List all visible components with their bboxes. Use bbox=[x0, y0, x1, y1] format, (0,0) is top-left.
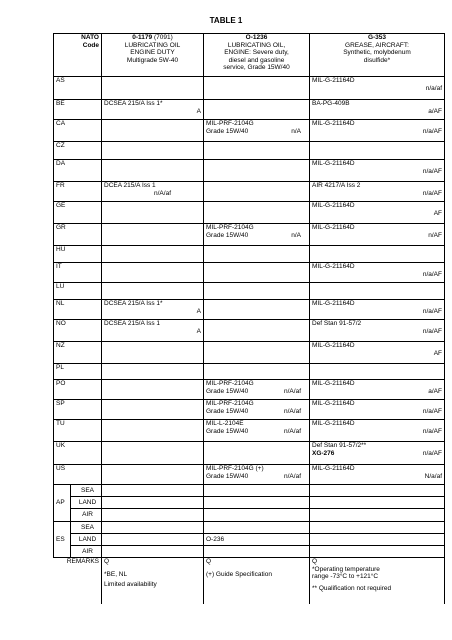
cell-0-1179 bbox=[102, 533, 204, 545]
cell-g-353 bbox=[310, 142, 445, 160]
group-code: ES SEA LAND AIR bbox=[54, 521, 102, 558]
cell-o-1236 bbox=[204, 521, 310, 533]
table-row bbox=[54, 120, 445, 142]
table-row bbox=[54, 224, 445, 246]
country-code: AS bbox=[54, 77, 102, 100]
group-code: AP SEA LAND AIR bbox=[54, 485, 102, 522]
cell-0-1179 bbox=[102, 521, 204, 533]
cell-0-1179 bbox=[102, 120, 204, 142]
country-code: BE bbox=[54, 100, 102, 120]
table-row bbox=[54, 342, 445, 364]
cell-0-1179 bbox=[102, 202, 204, 224]
cell-0-1179 bbox=[102, 497, 204, 509]
cell-g-353: MIL-G-21164D n/a/AF bbox=[310, 160, 445, 182]
cell-o-1236: MIL-PRF-2104G (+) Grade 15W/40 n/A/af bbox=[204, 465, 310, 485]
cell-o-1236 bbox=[204, 320, 310, 342]
cell-0-1179 bbox=[102, 283, 204, 300]
cell-g-353: MIL-G-21164D a/AF bbox=[310, 380, 445, 400]
cell-g-353: BA-PG-409B a/AF bbox=[310, 100, 445, 120]
cell-g-353 bbox=[310, 283, 445, 300]
cell-0-1179 bbox=[102, 400, 204, 420]
cell-o-1236: MIL-PRF-2104G Grade 15W/40 n/A bbox=[204, 120, 310, 142]
cell-0-1179 bbox=[102, 77, 204, 100]
cell-g-353: MIL-G-21164D n/AF bbox=[310, 224, 445, 246]
group-sub-label: AIR bbox=[82, 547, 93, 555]
group-sub-label: LAND bbox=[71, 497, 101, 509]
country-code: GE bbox=[54, 202, 102, 224]
country-code: IT bbox=[54, 263, 102, 283]
country-code: DA bbox=[54, 160, 102, 182]
table-row bbox=[54, 320, 445, 342]
cell-0-1179: DCEA 215/A Iss 1 n/A/af bbox=[102, 182, 204, 202]
table-row bbox=[54, 465, 445, 485]
table-title: TABLE 1 bbox=[209, 16, 243, 25]
country-code: US bbox=[54, 465, 102, 485]
cell-0-1179 bbox=[102, 485, 204, 497]
table-row bbox=[54, 182, 445, 202]
country-code: NZ bbox=[54, 342, 102, 364]
header-col2: O-1236 LUBRICATING OIL, ENGINE: Severe duty, diesel and gasoline service, Grade 15W/40 bbox=[204, 34, 310, 77]
remarks-c1: Q *BE, NL Limited availability bbox=[102, 558, 204, 604]
table-row bbox=[54, 100, 445, 120]
cell-o-1236 bbox=[204, 142, 310, 160]
remarks-c3: Q *Operating temperature range -73°C to +121°C ** Qualification not required bbox=[310, 558, 445, 604]
cell-0-1179 bbox=[102, 263, 204, 283]
cell-o-1236 bbox=[204, 545, 310, 557]
group-row bbox=[54, 545, 445, 557]
cell-o-1236 bbox=[204, 283, 310, 300]
cell-g-353 bbox=[310, 497, 445, 509]
group-row bbox=[54, 533, 445, 545]
cell-0-1179 bbox=[102, 380, 204, 400]
group-sub-label: SEA bbox=[71, 522, 101, 534]
cell-g-353 bbox=[310, 521, 445, 533]
table-row bbox=[54, 160, 445, 182]
cell-o-1236 bbox=[204, 442, 310, 465]
header-col3: G-353 GREASE, AIRCRAFT: Synthetic, molybdenum disulfide* bbox=[310, 34, 445, 77]
group-row bbox=[54, 509, 445, 521]
cell-o-1236 bbox=[204, 342, 310, 364]
table-row bbox=[54, 300, 445, 320]
cell-o-1236 bbox=[204, 202, 310, 224]
country-code: PO bbox=[54, 380, 102, 400]
cell-0-1179 bbox=[102, 160, 204, 182]
cell-g-353 bbox=[310, 485, 445, 497]
cell-0-1179 bbox=[102, 342, 204, 364]
table-row bbox=[54, 202, 445, 224]
cell-o-1236 bbox=[204, 263, 310, 283]
cell-o-1236 bbox=[204, 509, 310, 521]
table-row bbox=[54, 77, 445, 100]
table-row bbox=[54, 246, 445, 263]
cell-0-1179 bbox=[102, 142, 204, 160]
group-sub-label: SEA bbox=[71, 485, 101, 497]
cell-g-353: MIL-G-21164D n/a/AF bbox=[310, 263, 445, 283]
remarks-c2: Q (+) Guide Specification bbox=[204, 558, 310, 604]
cell-o-1236 bbox=[204, 364, 310, 380]
cell-g-353: MIL-G-21164D n/a/AF bbox=[310, 120, 445, 142]
cell-0-1179 bbox=[102, 545, 204, 557]
group-row bbox=[54, 485, 445, 497]
cell-o-1236 bbox=[204, 246, 310, 263]
cell-o-1236: MIL-PRF-2104G Grade 15W/40 n/A/af bbox=[204, 400, 310, 420]
cell-g-353 bbox=[310, 545, 445, 557]
table-row bbox=[54, 283, 445, 300]
country-code: CA bbox=[54, 120, 102, 142]
cell-g-353 bbox=[310, 509, 445, 521]
cell-0-1179: DCSEA 215/A Iss 1* A bbox=[102, 300, 204, 320]
cell-0-1179 bbox=[102, 224, 204, 246]
header-col1: 0-1179 (7091) LUBRICATING OIL ENGINE DUTY Multigrade 5W-40 bbox=[102, 34, 204, 77]
cell-g-353 bbox=[310, 364, 445, 380]
cell-0-1179 bbox=[102, 465, 204, 485]
specification-table bbox=[53, 33, 445, 604]
cell-g-353: MIL-G-21164D n/a/AF bbox=[310, 400, 445, 420]
cell-o-1236 bbox=[204, 100, 310, 120]
cell-g-353 bbox=[310, 246, 445, 263]
country-code: HU bbox=[54, 246, 102, 263]
cell-0-1179: DCSEA 215/A Iss 1* A bbox=[102, 100, 204, 120]
table-row bbox=[54, 442, 445, 465]
table-row bbox=[54, 400, 445, 420]
cell-g-353: MIL-G-21164D n/a/af bbox=[310, 77, 445, 100]
country-code: TU bbox=[54, 420, 102, 442]
group-row bbox=[54, 497, 445, 509]
cell-o-1236 bbox=[204, 160, 310, 182]
group-row bbox=[54, 521, 445, 533]
country-code: FR bbox=[54, 182, 102, 202]
cell-0-1179: DCSEA 215/A Iss 1 A bbox=[102, 320, 204, 342]
cell-0-1179 bbox=[102, 509, 204, 521]
cell-g-353: MIL-G-21164D AF bbox=[310, 202, 445, 224]
cell-0-1179 bbox=[102, 246, 204, 263]
country-code: UK bbox=[54, 442, 102, 465]
cell-o-1236: O-236 bbox=[204, 533, 310, 545]
group-sub-label: LAND bbox=[71, 534, 101, 546]
country-code: NL bbox=[54, 300, 102, 320]
cell-g-353 bbox=[310, 533, 445, 545]
cell-0-1179 bbox=[102, 442, 204, 465]
table-row bbox=[54, 263, 445, 283]
cell-o-1236: MIL-L-2104E Grade 15W/40 n/A/af bbox=[204, 420, 310, 442]
group-sub-label: AIR bbox=[82, 511, 93, 519]
table-row bbox=[54, 364, 445, 380]
cell-o-1236 bbox=[204, 485, 310, 497]
cell-g-353: Def Stan 91-57/2 n/a/AF bbox=[310, 320, 445, 342]
cell-g-353: AIR 4217/A Iss 2 n/a/AF bbox=[310, 182, 445, 202]
cell-o-1236 bbox=[204, 497, 310, 509]
cell-g-353: MIL-G-21164D N/a/af bbox=[310, 465, 445, 485]
remarks-label: REMARKS bbox=[54, 558, 102, 604]
country-code: NO bbox=[54, 320, 102, 342]
country-code: PL bbox=[54, 364, 102, 380]
cell-g-353: MIL-G-21164D n/a/AF bbox=[310, 300, 445, 320]
table-row bbox=[54, 142, 445, 160]
cell-o-1236 bbox=[204, 77, 310, 100]
cell-g-353: Def Stan 91-57/2** XG-276 n/a/AF bbox=[310, 442, 445, 465]
country-code: CZ bbox=[54, 142, 102, 160]
cell-0-1179 bbox=[102, 420, 204, 442]
table-row bbox=[54, 380, 445, 400]
country-code: LU bbox=[54, 283, 102, 300]
header-nato-code: NATO Code bbox=[54, 34, 102, 77]
remarks-row bbox=[54, 558, 445, 604]
cell-0-1179 bbox=[102, 364, 204, 380]
header-row bbox=[54, 34, 445, 77]
cell-o-1236: MIL-PRF-2104G Grade 15W/40 n/A/af bbox=[204, 380, 310, 400]
table-row bbox=[54, 420, 445, 442]
country-code: SP bbox=[54, 400, 102, 420]
cell-o-1236 bbox=[204, 300, 310, 320]
country-code: GR bbox=[54, 224, 102, 246]
cell-g-353: MIL-G-21164D AF bbox=[310, 342, 445, 364]
cell-o-1236 bbox=[204, 182, 310, 202]
cell-g-353: MIL-G-21164D n/a/AF bbox=[310, 420, 445, 442]
cell-o-1236: MIL-PRF-2104G Grade 15W/40 n/A bbox=[204, 224, 310, 246]
